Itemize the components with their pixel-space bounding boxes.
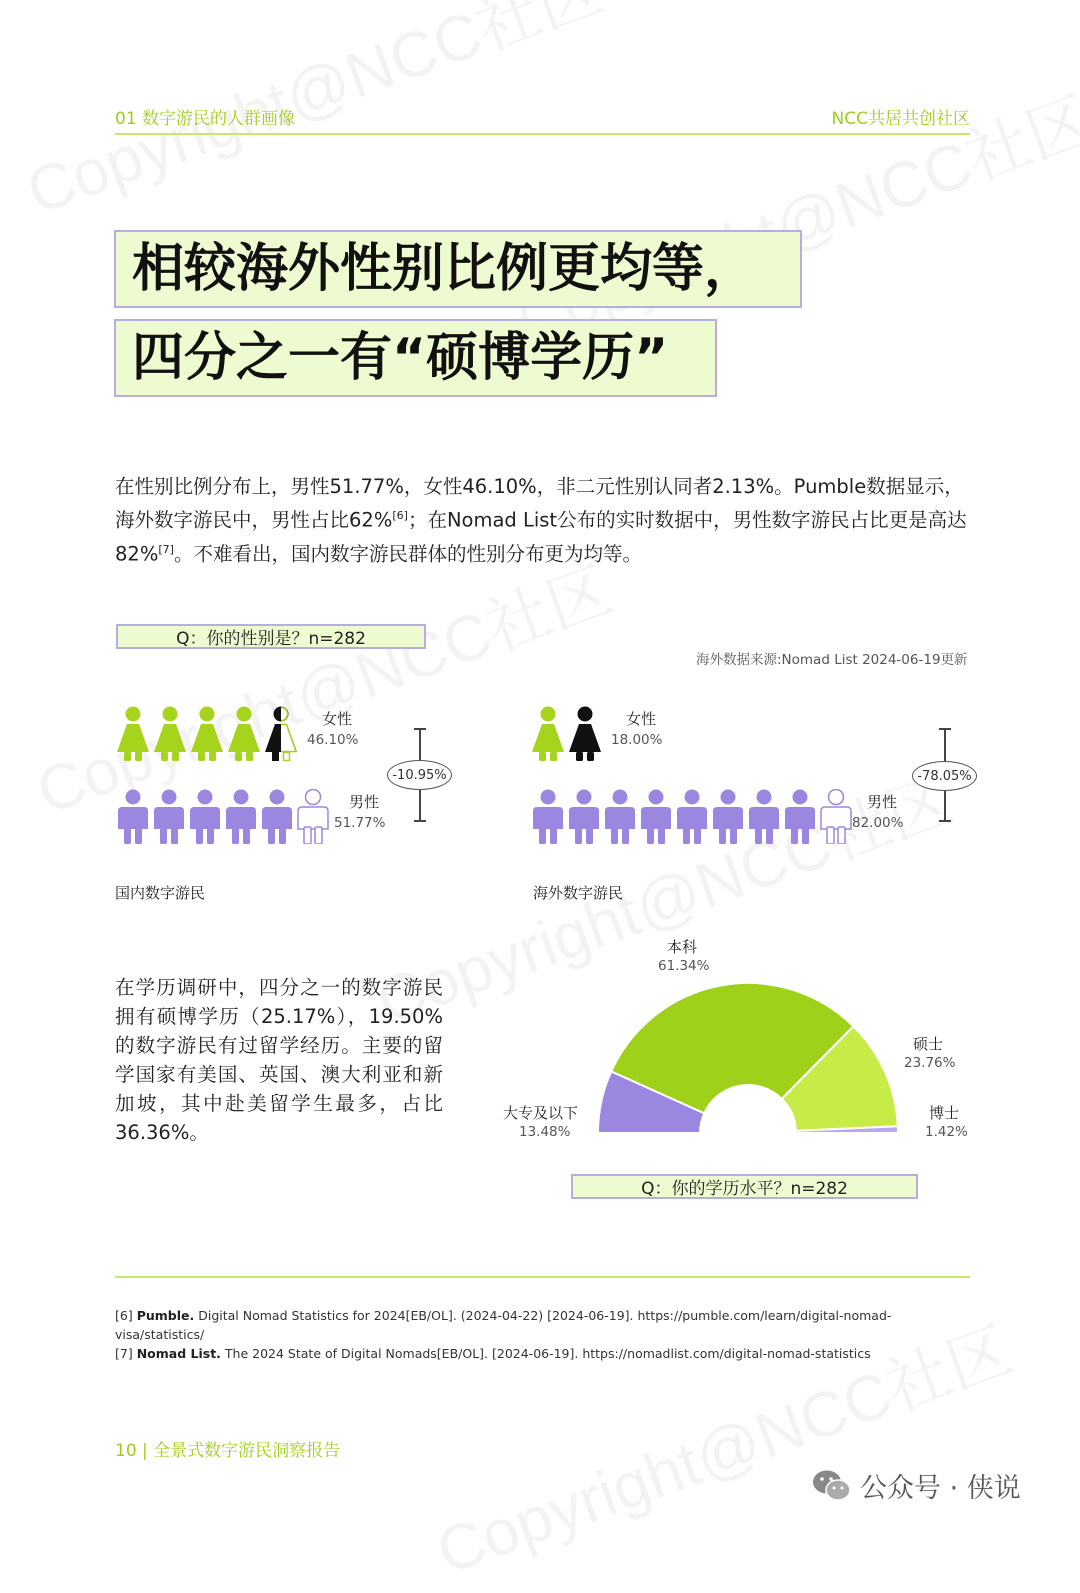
reference-6: [6] Pumble. Digital Nomad Statistics for 2024[EB/OL]. (2024-04-22) [2024-06-19]. https://pumble.com/learn/digital-nomad-visa/statistics/ bbox=[115, 1308, 892, 1342]
male-icon bbox=[151, 789, 187, 844]
overseas-female-value: 18.00% bbox=[611, 732, 663, 748]
org-header: NCC共居共创社区 bbox=[831, 109, 970, 129]
label-bachelor: 本科 bbox=[667, 938, 698, 956]
education-question-box: Q：你的学历水平？n=282 bbox=[571, 1174, 918, 1199]
male-icon bbox=[115, 789, 151, 844]
value-master: 23.76% bbox=[904, 1055, 956, 1071]
section-header: 01 数字游民的人群画像 bbox=[115, 109, 296, 129]
overseas-difference-badge: -78.05% bbox=[912, 761, 977, 791]
wechat-brand bbox=[812, 1466, 1021, 1505]
bracket-tick-bottom bbox=[939, 820, 951, 822]
page-title-line2: 四分之一有“硕博学历” bbox=[114, 319, 717, 397]
female-dark-icon bbox=[567, 706, 603, 761]
ref-7-marker[interactable]: [7] bbox=[158, 542, 174, 556]
male-icon bbox=[566, 789, 602, 844]
male-outline-icon bbox=[818, 789, 854, 844]
male-icon bbox=[746, 789, 782, 844]
male-outline-icon bbox=[295, 789, 331, 844]
footer-divider bbox=[115, 1276, 970, 1278]
intro-paragraph: 在性别比例分布上，男性51.77%，女性46.10%，非二元性别认同者2.13%。Pumble数据显示，海外数字游民中，男性占比62%[6]；在Nomad List公布的实时数据中，男性数字游民占比更是高达82%[7]。不难看出，国内数字游民群体的性别分布更为均等。 bbox=[115, 475, 967, 565]
male-icon bbox=[638, 789, 674, 844]
wechat-icon bbox=[812, 1469, 852, 1503]
overseas-female-icons bbox=[530, 706, 603, 761]
references bbox=[115, 1306, 975, 1363]
male-icon bbox=[602, 789, 638, 844]
female-icon bbox=[189, 706, 225, 761]
female-icon bbox=[152, 706, 188, 761]
reference-7: [7] Nomad List. The 2024 State of Digital Nomads[EB/OL]. [2024-06-19]. https://nomadlist.com/digital-nomad-statistics bbox=[115, 1346, 871, 1361]
watermark bbox=[13, 0, 613, 233]
domestic-male-label: 男性 bbox=[349, 793, 380, 811]
value-college: 13.48% bbox=[519, 1124, 571, 1140]
page-title-line1: 相较海外性别比例更均等， bbox=[114, 230, 802, 308]
domestic-caption: 国内数字游民 bbox=[115, 884, 206, 902]
male-icon bbox=[530, 789, 566, 844]
overseas-female-label: 女性 bbox=[626, 710, 657, 728]
domestic-female-value: 46.10% bbox=[307, 732, 359, 748]
overseas-caption: 海外数字游民 bbox=[533, 884, 624, 902]
overseas-male-icons bbox=[530, 789, 854, 844]
header-divider bbox=[115, 133, 970, 135]
male-icon bbox=[782, 789, 818, 844]
ref-6-marker[interactable]: [6] bbox=[392, 509, 408, 522]
male-icon bbox=[187, 789, 223, 844]
female-icon bbox=[115, 706, 151, 761]
overseas-male-value: 82.00% bbox=[852, 815, 904, 831]
bracket-tick-bottom bbox=[414, 820, 426, 822]
domestic-female-icons bbox=[115, 706, 299, 761]
label-doctor: 博士 bbox=[929, 1104, 960, 1122]
domestic-male-icons bbox=[115, 789, 331, 844]
value-doctor: 1.42% bbox=[925, 1124, 968, 1140]
male-icon bbox=[223, 789, 259, 844]
female-icon bbox=[530, 706, 566, 761]
male-icon bbox=[710, 789, 746, 844]
male-icon bbox=[259, 789, 295, 844]
page-footer: 10 | 全景式数字游民洞察报告 bbox=[115, 1441, 341, 1461]
value-bachelor: 61.34% bbox=[658, 958, 710, 974]
wechat-brand-text: 公众号 · 侠说 bbox=[860, 1473, 1021, 1504]
domestic-female-label: 女性 bbox=[322, 710, 353, 728]
education-paragraph: 在学历调研中，四分之一的数字游民拥有硕博学历（25.17%），19.50%的数字游民有过留学经历。主要的留学国家有美国、英国、澳大利亚和新加坡，其中赴美留学生最多，占比36.36%。 bbox=[115, 976, 443, 1144]
gender-question-box: Q：你的性别是？n=282 bbox=[116, 624, 426, 649]
domestic-difference-badge: -10.95% bbox=[387, 760, 452, 790]
female-nonbinary-icon bbox=[263, 706, 299, 761]
label-master: 硕士 bbox=[913, 1035, 944, 1053]
domestic-male-value: 51.77% bbox=[334, 815, 386, 831]
overseas-male-label: 男性 bbox=[867, 793, 898, 811]
female-icon bbox=[226, 706, 262, 761]
source-note: 海外数据来源:Nomad List 2024-06-19更新 bbox=[696, 652, 968, 668]
education-half-donut-chart bbox=[560, 930, 960, 1140]
label-college: 大专及以下 bbox=[503, 1104, 579, 1122]
male-icon bbox=[674, 789, 710, 844]
